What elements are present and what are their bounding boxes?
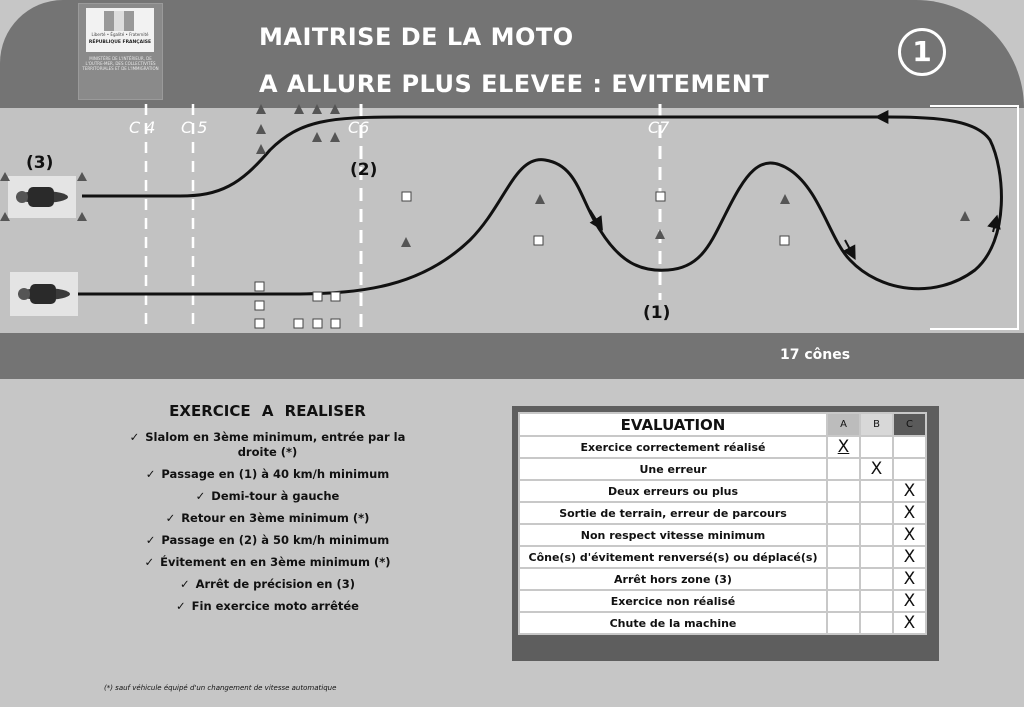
grade-cell-b bbox=[860, 568, 893, 590]
grade-cell-c: X bbox=[893, 524, 926, 546]
criterion-label: Exercice non réalisé bbox=[519, 590, 827, 612]
table-header-row bbox=[519, 413, 926, 436]
criterion-label: Chute de la machine bbox=[519, 612, 827, 634]
exercise-item-text: Évitement en en 3ème minimum (*) bbox=[160, 555, 391, 569]
evaluation-title: EVALUATION bbox=[519, 413, 827, 436]
track-surface bbox=[0, 108, 1024, 333]
exercise-item-text: Fin exercice moto arrêtée bbox=[191, 599, 359, 613]
grade-cell-c bbox=[893, 436, 926, 458]
grade-cell-a bbox=[827, 612, 860, 634]
check-icon: ✓ bbox=[129, 430, 140, 444]
criterion-label: Cône(s) d'évitement renversé(s) ou déplacé(s) bbox=[519, 546, 827, 568]
grade-cell-b: X bbox=[860, 458, 893, 480]
cone-line-label: C 4 bbox=[129, 118, 156, 137]
exercise-item bbox=[95, 467, 440, 482]
grade-cell-a bbox=[827, 568, 860, 590]
check-icon: ✓ bbox=[179, 577, 190, 591]
point-label-2: (2) bbox=[350, 160, 378, 180]
exercise-item-text: Passage en (1) à 40 km/h minimum bbox=[161, 467, 390, 481]
table-row bbox=[519, 436, 926, 458]
evaluation-table bbox=[518, 412, 927, 635]
exercise-item-text: Arrêt de précision en (3) bbox=[195, 577, 356, 591]
exercise-number-badge: 1 bbox=[898, 28, 946, 76]
track-diagram bbox=[0, 0, 1024, 340]
cone-line-label: C6 bbox=[348, 118, 370, 137]
table-row bbox=[519, 502, 926, 524]
evaluation-panel bbox=[512, 406, 939, 661]
grade-cell-a bbox=[827, 546, 860, 568]
exercise-item bbox=[95, 430, 440, 460]
footnote: (*) sauf véhicule équipé d'un changement de vitesse automatique bbox=[104, 684, 337, 692]
exercise-item-text: Passage en (2) à 50 km/h minimum bbox=[161, 533, 390, 547]
logo-republic: RÉPUBLIQUE FRANÇAISE bbox=[88, 40, 152, 45]
grade-cell-a bbox=[827, 458, 860, 480]
table-row bbox=[519, 590, 926, 612]
check-icon: ✓ bbox=[176, 599, 186, 613]
exercise-item-text: Retour en 3ème minimum (*) bbox=[181, 511, 370, 525]
grade-cell-a: X bbox=[827, 436, 860, 458]
criterion-label: Arrêt hors zone (3) bbox=[519, 568, 827, 590]
grade-cell-b bbox=[860, 502, 893, 524]
check-icon: ✓ bbox=[145, 467, 156, 481]
criterion-label: Sortie de terrain, erreur de parcours bbox=[519, 502, 827, 524]
logo-ministry: MINISTÈRE DE L'INTÉRIEUR, DE L'OUTRE-MER, DES COLLECTIVITÉS TERRITORIALES ET DE L'IMMIGRATION bbox=[82, 56, 159, 71]
grade-cell-b bbox=[860, 524, 893, 546]
table-row bbox=[519, 524, 926, 546]
grade-cell-b bbox=[860, 436, 893, 458]
check-icon: ✓ bbox=[144, 555, 155, 569]
cone-count: 17 cônes bbox=[780, 347, 851, 363]
criterion-label: Non respect vitesse minimum bbox=[519, 524, 827, 546]
exercise-item bbox=[95, 511, 440, 526]
exercise-item bbox=[95, 555, 440, 570]
grade-cell-c bbox=[893, 458, 926, 480]
grade-cell-c: X bbox=[893, 546, 926, 568]
grade-cell-b bbox=[860, 546, 893, 568]
column-header-a: A bbox=[827, 413, 860, 436]
criterion-label: Deux erreurs ou plus bbox=[519, 480, 827, 502]
check-icon: ✓ bbox=[195, 489, 206, 503]
grade-cell-c: X bbox=[893, 502, 926, 524]
grade-cell-c: X bbox=[893, 480, 926, 502]
exercise-item bbox=[95, 577, 440, 592]
cone-line-label: C7 bbox=[648, 118, 670, 137]
column-header-c: C bbox=[893, 413, 926, 436]
table-row bbox=[519, 546, 926, 568]
grade-cell-b bbox=[860, 612, 893, 634]
check-icon: ✓ bbox=[145, 533, 156, 547]
criterion-label: Exercice correctement réalisé bbox=[519, 436, 827, 458]
grade-cell-b bbox=[860, 480, 893, 502]
cone-line-label: C 5 bbox=[181, 118, 208, 137]
table-row bbox=[519, 480, 926, 502]
page-title-line2: A ALLURE PLUS ELEVEE : EVITEMENT bbox=[259, 70, 770, 98]
column-header-b: B bbox=[860, 413, 893, 436]
exercise-item bbox=[95, 599, 440, 614]
grade-cell-b bbox=[860, 590, 893, 612]
grade-cell-a bbox=[827, 480, 860, 502]
grade-cell-a bbox=[827, 590, 860, 612]
point-label-3: (3) bbox=[26, 153, 54, 173]
grade-cell-a bbox=[827, 502, 860, 524]
logo-motto: Liberté • Égalité • Fraternité bbox=[91, 32, 149, 37]
table-row bbox=[519, 568, 926, 590]
criterion-label: Une erreur bbox=[519, 458, 827, 480]
grade-cell-c: X bbox=[893, 612, 926, 634]
exercise-instructions bbox=[95, 402, 440, 621]
exercise-heading: EXERCICE A REALISER bbox=[169, 402, 366, 420]
table-row bbox=[519, 458, 926, 480]
exercise-item bbox=[95, 533, 440, 548]
page-title-line1: MAITRISE DE LA MOTO bbox=[259, 23, 574, 51]
table-row bbox=[519, 612, 926, 634]
point-label-1: (1) bbox=[643, 303, 671, 323]
grade-cell-c: X bbox=[893, 590, 926, 612]
exercise-item bbox=[95, 489, 440, 504]
exercise-item-text: Slalom en 3ème minimum, entrée par la droite (*) bbox=[145, 430, 406, 459]
grade-cell-c: X bbox=[893, 568, 926, 590]
check-icon: ✓ bbox=[165, 511, 176, 525]
grade-cell-a bbox=[827, 524, 860, 546]
exercise-item-text: Demi-tour à gauche bbox=[211, 489, 340, 503]
